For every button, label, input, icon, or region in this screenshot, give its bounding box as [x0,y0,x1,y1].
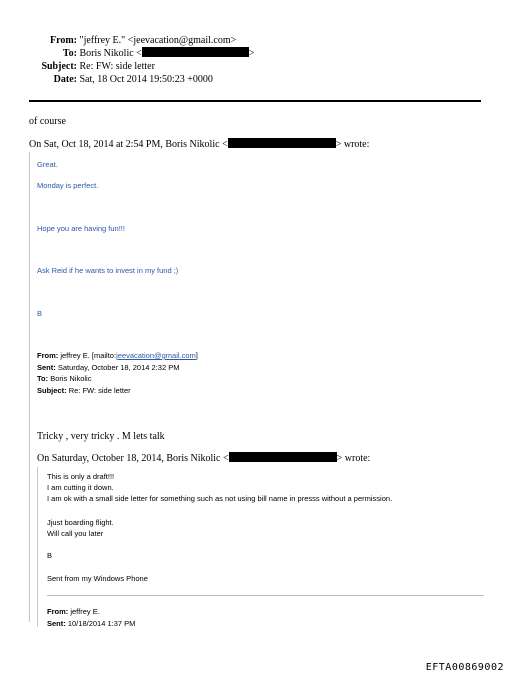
boris-line-5: B [37,309,43,318]
quote-intro-2-suffix: > wrote: [336,453,371,464]
to-label: To: [62,48,77,59]
quote-intro-2 [37,452,370,464]
fwd-to-value: Boris Nikolic [50,374,92,383]
subject-value: Re: FW: side letter [79,61,155,72]
fwd-subject-value: Re: FW: side letter [68,385,131,395]
draft-line-5: Will call you later [47,529,104,538]
fwd-from-label: From: [37,351,59,360]
draft-line-1: This is only a draft!!! [47,472,115,481]
to-value-prefix: Boris Nikolic < [79,48,142,59]
forward-header [37,350,198,396]
header-subject-row [0,60,254,73]
final-header [47,606,135,629]
fwd-from-name: jeffrey E. [mailto: [60,351,117,360]
to-value-suffix: > [248,48,255,59]
quote-intro-1-prefix: On Sat, Oct 18, 2014 at 2:54 PM, Boris Nikolic < [29,139,228,150]
redaction-block [229,452,337,462]
redaction-block [228,138,336,148]
fwd-from-email-link[interactable]: jeevacation@gmail.com [116,351,196,360]
email-header [0,34,254,86]
fwd-sent-value: Saturday, October 18, 2014 2:32 PM [57,362,180,372]
fwd-sent-row [37,362,198,374]
quote-intro-1-suffix: > wrote: [335,139,370,150]
boris-line-4: Ask Reid if he wants to invest in my fund ;) [37,266,179,275]
fwd-from-row [37,350,198,362]
quote-intro-1 [29,138,369,150]
header-divider [29,100,481,102]
from-value: "jeffrey E." <jeevacation@gmail.com> [79,35,237,46]
draft-line-6: B [47,551,53,560]
draft-line-2: I am cutting it down. [47,483,114,492]
final-sent-value: 10/18/2014 1:37 PM [67,618,136,628]
signature-divider [47,595,484,596]
final-from-value: jeffrey E. [70,607,100,616]
fwd-subject-row [37,385,198,397]
header-date-row [0,73,254,86]
boris-line-1: Great. [37,160,58,169]
final-from-label: From: [47,607,69,616]
redaction-block [142,47,249,57]
draft-line-4: Jjust boarding flight. [47,518,114,527]
draft-line-7: Sent from my Windows Phone [47,574,148,583]
fwd-sent-label: Sent: [37,362,56,372]
fwd-to-row [37,373,198,385]
fwd-from-close: ] [195,351,198,360]
document-id: EFTA00869002 [425,662,504,673]
header-from-row [0,34,254,47]
header-to-row [0,47,254,60]
boris-line-3: Hope you are having fun!!! [37,224,125,233]
date-value: Sat, 18 Oct 2014 19:50:23 +0000 [79,74,213,85]
from-label: From: [49,35,77,46]
date-label: Date: [53,74,77,85]
final-sent-row [47,618,135,630]
final-from-row [47,606,135,618]
draft-line-3: I am ok with a small side letter for something such as not using bill name in presss without a permission. [47,494,393,503]
final-sent-label: Sent: [47,618,66,628]
reply-text: of course [29,116,66,127]
fwd-to-label: To: [37,374,49,383]
boris-line-2: Monday is perfect. [37,181,99,190]
jeffrey-message: Tricky , very tricky . M lets talk [37,431,165,442]
subject-label: Subject: [41,61,77,72]
quote-intro-2-prefix: On Saturday, October 18, 2014, Boris Nikolic < [37,453,229,464]
fwd-subject-label: Subject: [37,385,67,395]
